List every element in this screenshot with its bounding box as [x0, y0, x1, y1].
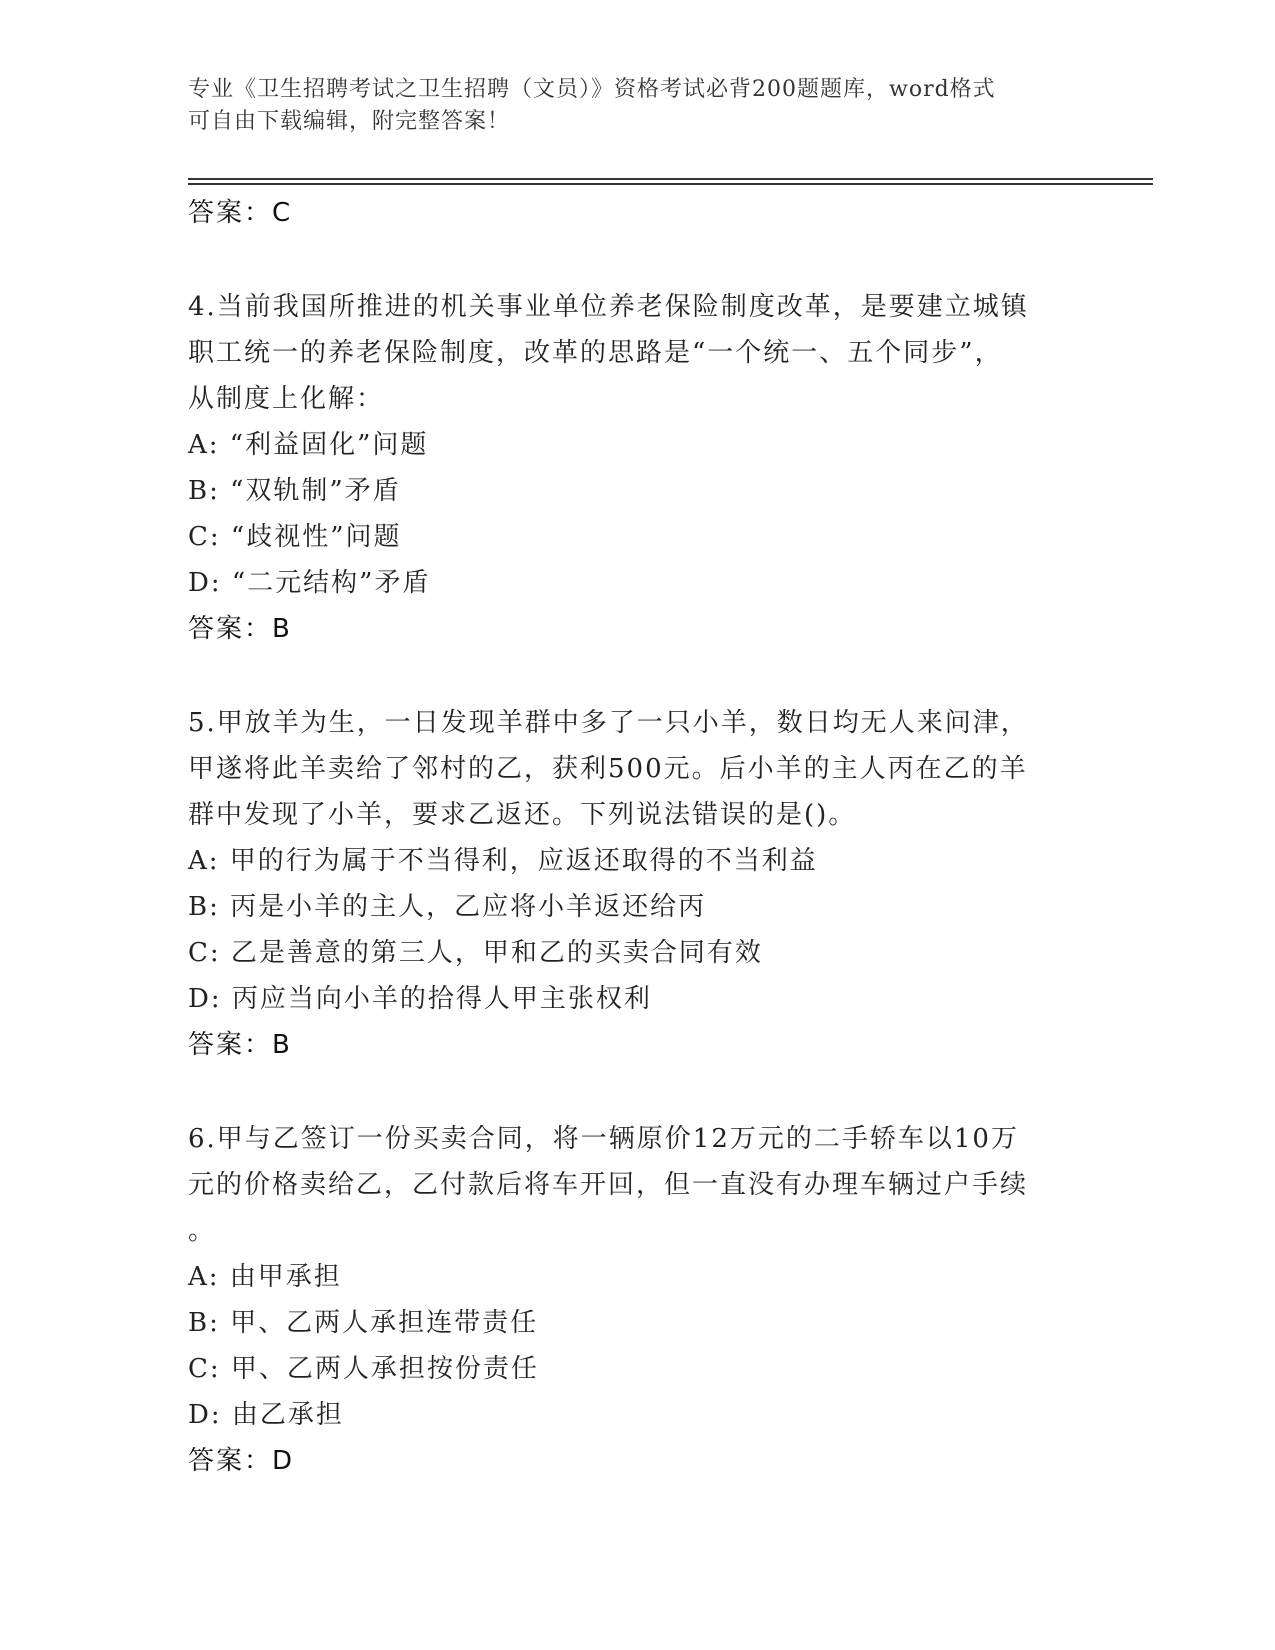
header-divider-top [188, 178, 1153, 180]
question-line: 。 [188, 1216, 217, 1246]
answer-line: 答案：D [188, 1446, 295, 1476]
question-text [188, 1116, 1068, 1254]
question-line: 元的价格卖给乙，乙付款后将车开回，但一直没有办理车辆过户手续 [188, 1170, 1029, 1200]
header-line-1: 专业《卫生招聘考试之卫生招聘（文员）》资格考试必背200题题库，word格式 [188, 77, 996, 102]
header-divider-bottom [188, 183, 1153, 185]
question-text [188, 284, 1068, 422]
option-d: D: 丙应当向小羊的拾得人甲主张权利 [188, 984, 652, 1014]
option-c: C: 甲、乙两人承担按份责任 [188, 1354, 539, 1384]
option-a: A: “利益固化”问题 [188, 430, 429, 460]
question-6 [188, 1116, 1068, 1484]
document-body [188, 190, 1068, 1484]
document-header [188, 74, 1068, 138]
option-b: B: “双轨制”矛盾 [188, 476, 401, 506]
question-line: 群中发现了小羊，要求乙返还。下列说法错误的是()。 [188, 800, 857, 830]
question-line: 6.甲与乙签订一份买卖合同，将一辆原价12万元的二手轿车以10万 [188, 1124, 1019, 1154]
previous-answer: 答案：C [188, 198, 293, 228]
option-d: D: “二元结构”矛盾 [188, 568, 431, 598]
answer-line: 答案：B [188, 614, 292, 644]
option-d: D: 由乙承担 [188, 1400, 344, 1430]
option-b: B: 丙是小羊的主人，乙应将小羊返还给丙 [188, 892, 707, 922]
question-line: 5.甲放羊为生，一日发现羊群中多了一只小羊，数日均无人来问津， [188, 708, 1029, 738]
option-c: C: “歧视性”问题 [188, 522, 402, 552]
question-text [188, 700, 1068, 838]
option-a: A: 甲的行为属于不当得利，应返还取得的不当利益 [188, 846, 818, 876]
question-line: 4.当前我国所推进的机关事业单位养老保险制度改革，是要建立城镇 [188, 292, 1029, 322]
option-b: B: 甲、乙两人承担连带责任 [188, 1308, 539, 1338]
option-c: C: 乙是善意的第三人，甲和乙的买卖合同有效 [188, 938, 763, 968]
header-line-2: 可自由下载编辑，附完整答案！ [188, 109, 511, 134]
option-a: A: 由甲承担 [188, 1262, 342, 1292]
question-line: 职工统一的养老保险制度，改革的思路是“一个统一、五个同步”， [188, 338, 1003, 368]
question-line: 甲遂将此羊卖给了邻村的乙，获利500元。后小羊的主人丙在乙的羊 [188, 754, 1028, 784]
question-5 [188, 700, 1068, 1068]
answer-line: 答案：B [188, 1030, 292, 1060]
question-line: 从制度上化解： [188, 384, 385, 414]
question-4 [188, 284, 1068, 652]
